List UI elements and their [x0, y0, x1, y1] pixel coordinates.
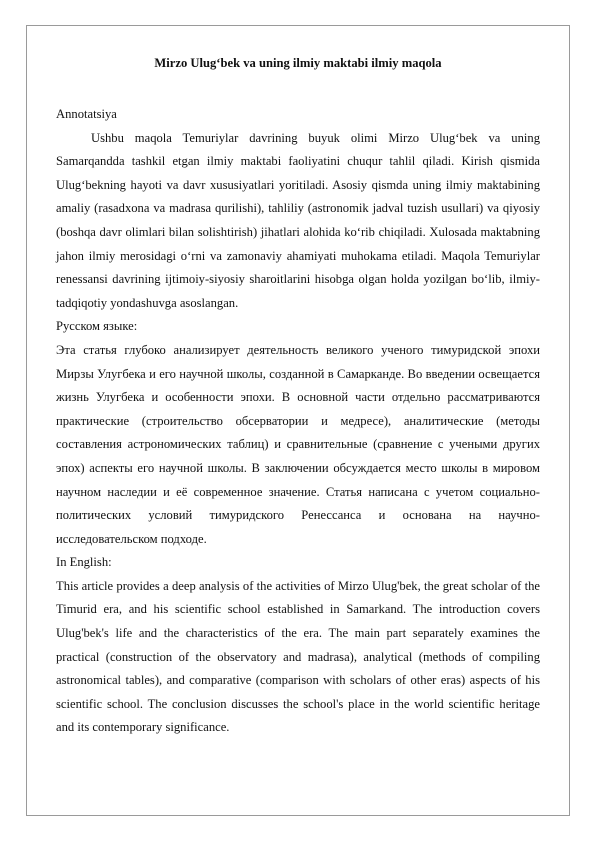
abstract-heading-uzbek: Annotatsiya: [56, 107, 117, 121]
abstract-body-russian: Эта статья глубоко анализирует деятельность великого ученого тимуридской эпохи Мирзы Улугбека и его научной школы, созданной в Самарканде. Во введении освещается жизнь Улугбека и особенности эпохи. В основной части отдельно рассматриваются практические (строительство обсерватории и медресе), аналитические (методы составления астрономических таблиц) и сравнительные (сравнение с учеными других эпох) аспекты его научной школы. В заключении обсуждается место школы в мировом научном наследии и её современное значение. Статья написана с учетом социально-политических условий тимуридского Ренессанса и основана на научно-исследовательском подходе.: [56, 342, 540, 546]
abstract-heading-english: In English:: [56, 555, 112, 570]
paper-title: Mirzo Ulug‘bek va uning ilmiy maktabi ilmiy maqola: [154, 56, 442, 70]
abstract-body-uzbek: Ushbu maqola Temuriylar davrining buyuk olimi Mirzo Ulug‘bek va uning Samarqandda tashkil etgan ilmiy maktabi faoliyatini chuqur tahlil qiladi. Kirish qismida Ulug‘bekning hayoti va davr xususiyatlari yoritiladi. Asosiy qismda uning ilmiy maktabining amaliy (rasadxona va madrasa qurilishi), tahliliy (astronomik jadval tuzish usullari) va qiyosiy (boshqa davr olimlari bilan solishtirish) jihatlari alohida ko‘rib chiqiladi. Xulosada maktabning jahon ilmiy merosidagi o‘rni va zamonaviy ahamiyati muhokama etiladi. Maqola Temuriylar renessansi davrining ijtimoiy-siyosiy sharoitlarini hisobga olgan holda yozilgan bo‘lib, ilmiy-tadqiqotiy yondashuvga asoslangan.: [56, 130, 540, 310]
abstract-block: [56, 103, 540, 740]
abstract-heading-russian: Русском языке:: [56, 319, 138, 334]
abstract-body-english: This article provides a deep analysis of the activities of Mirzo Ulug'bek, the great scholar of the Timurid era, and his scientific school established in Samarkand. The introduction covers Ulug'bek's life and the characteristics of the era. The main part separately examines the practical (construction of the observatory and madrasa), analytical (methods of compiling astronomical tables), and comparative (comparison with scholars of other eras) aspects of his scientific school. The conclusion discusses the school's place in the world scientific heritage and its contemporary significance.: [56, 578, 540, 735]
